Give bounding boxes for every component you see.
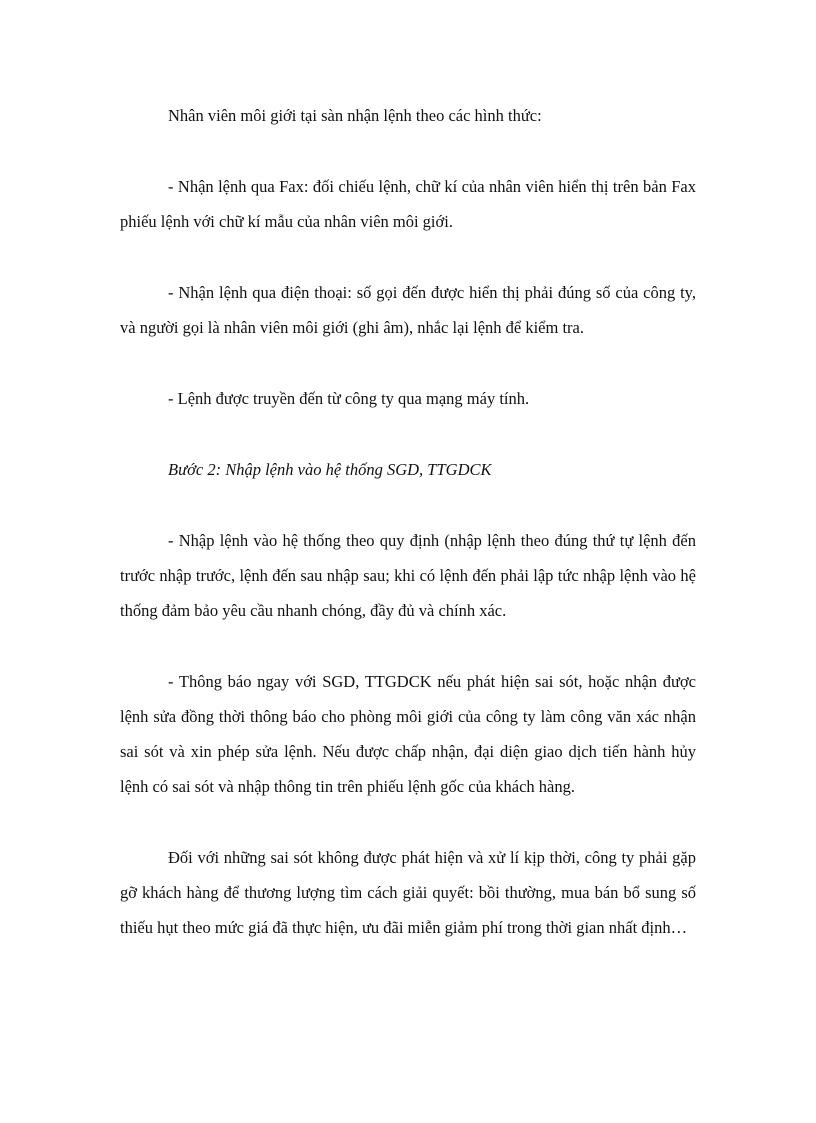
paragraph-phone-orders: - Nhận lệnh qua điện thoại: số gọi đến được hiển thị phải đúng số của công ty, và người gọi là nhân viên môi giới (ghi âm), nhắc lại lệnh để kiểm tra. bbox=[120, 283, 696, 337]
paragraph-error-handling: Đối với những sai sót không được phát hiện và xử lí kịp thời, công ty phải gặp gỡ khách hàng để thương lượng tìm cách giải quyết: bồi thường, mua bán bổ sung số thiếu hụt theo mức giá đã thực hiện, ưu đãi miễn giảm phí trong thời gian nhất định… bbox=[120, 848, 696, 937]
paragraph-network-orders: - Lệnh được truyền đến từ công ty qua mạng máy tính. bbox=[168, 389, 530, 408]
document-body bbox=[120, 98, 696, 945]
paragraph-enter-orders: - Nhập lệnh vào hệ thống theo quy định (nhập lệnh theo đúng thứ tự lệnh đến trước nhập trước, lệnh đến sau nhập sau; khi có lệnh đến phải lập tức nhập lệnh vào hệ thống đảm bảo yêu cầu nhanh chóng, đầy đủ và chính xác. bbox=[120, 531, 696, 620]
paragraph-intro: Nhân viên môi giới tại sàn nhận lệnh theo các hình thức: bbox=[168, 106, 542, 125]
paragraph-notify-errors: - Thông báo ngay với SGD, TTGDCK nếu phát hiện sai sót, hoặc nhận được lệnh sửa đồng thời thông báo cho phòng môi giới của công ty làm công văn xác nhận sai sót và xin phép sửa lệnh. Nếu được chấp nhận, đại diện giao dịch tiến hành hủy lệnh có sai sót và nhập thông tin trên phiếu lệnh gốc của khách hàng. bbox=[120, 672, 696, 796]
section-heading-step-2: Bước 2: Nhập lệnh vào hệ thống SGD, TTGDCK bbox=[168, 460, 492, 479]
paragraph-fax-orders: - Nhận lệnh qua Fax: đối chiếu lệnh, chữ kí của nhân viên hiển thị trên bản Fax phiếu lệnh với chữ kí mẫu của nhân viên môi giới. bbox=[120, 177, 696, 231]
